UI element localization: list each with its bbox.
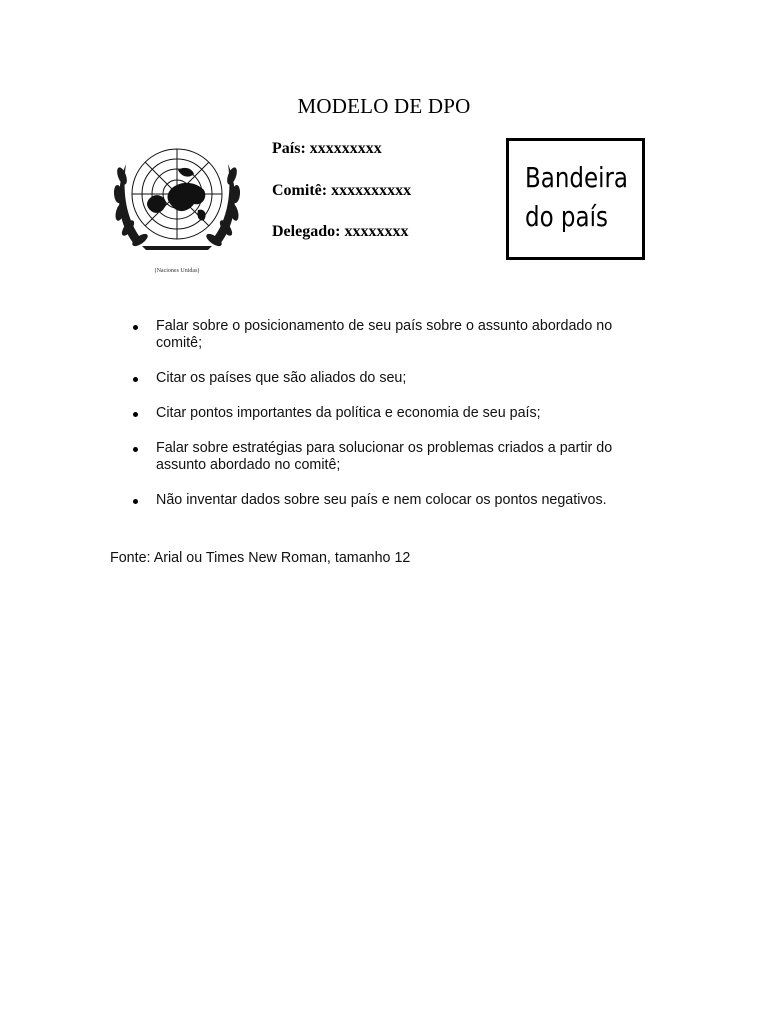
list-item-text: Falar sobre o posicionamento de seu país sobre o assunto abordado no comitê; [156, 318, 613, 351]
list-item-text: Citar os países que são aliados do seu; [156, 370, 407, 386]
list-item-text: Citar pontos importantes da política e economia de seu país; [156, 405, 541, 421]
field-value: xxxxxxxxx [309, 140, 382, 157]
field-comite [272, 182, 411, 203]
list-item [130, 405, 660, 422]
list-item [130, 440, 660, 474]
flag-placeholder-text [525, 158, 628, 236]
font-note: Fonte: Arial ou Times New Roman, tamanho 12 [110, 550, 411, 566]
bullet-icon [133, 412, 138, 417]
field-delegado [272, 223, 411, 244]
bullet-icon [133, 499, 138, 504]
field-pais [272, 140, 411, 161]
guideline-list [130, 318, 660, 527]
un-emblem-icon [112, 136, 242, 282]
list-item-text: Falar sobre estratégias para solucionar os problemas criados a partir do assunto abordado no comitê; [156, 440, 613, 473]
flag-line-2: do país [525, 200, 608, 233]
bullet-icon [133, 447, 138, 452]
list-item [130, 370, 660, 387]
bullet-icon [133, 377, 138, 382]
field-value: xxxxxxxx [344, 223, 409, 240]
document-title: MODELO DE DPO [297, 94, 471, 118]
emblem-caption: (Naciones Unidas) [154, 268, 200, 274]
bullet-icon [133, 325, 138, 330]
list-item [130, 492, 660, 509]
field-label: Delegado: [272, 223, 341, 240]
list-item [130, 318, 660, 352]
field-label: País: [272, 140, 306, 157]
delegate-fields [272, 140, 411, 265]
field-value: xxxxxxxxxx [331, 181, 412, 199]
list-item-text: Não inventar dados sobre seu país e nem colocar os pontos negativos. [156, 492, 607, 508]
field-label: Comitê: [272, 181, 328, 199]
flag-line-1: Bandeira [525, 161, 628, 194]
flag-placeholder-box [506, 138, 645, 260]
